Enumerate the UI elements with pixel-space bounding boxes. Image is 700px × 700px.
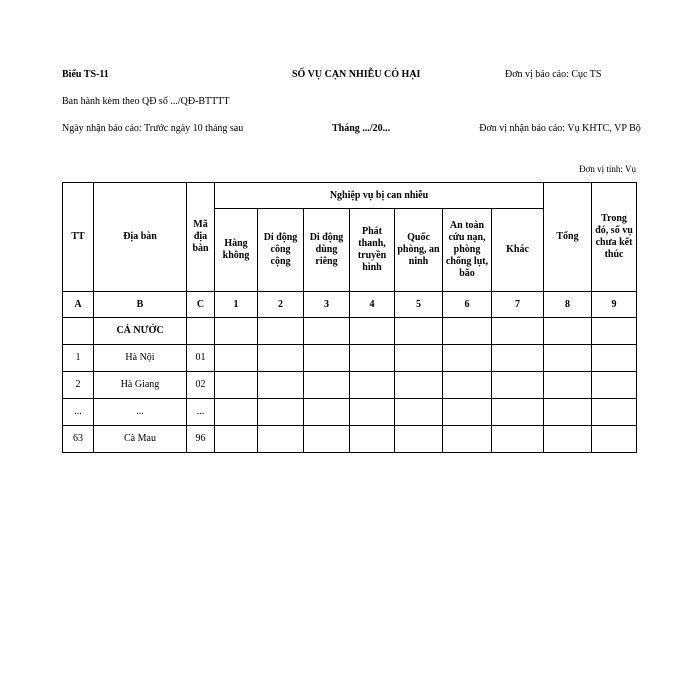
receiving-unit: Đơn vị nhận báo cáo: Vụ KHTC, VP Bộ (479, 123, 641, 134)
header-total: Tổng (544, 183, 592, 292)
header-private-mobile: Di động dùng riêng (304, 209, 350, 292)
index-row (63, 292, 637, 318)
header-public-mobile: Di động công cộng (258, 209, 304, 292)
index-cell: B (94, 292, 187, 318)
table-row (63, 372, 637, 399)
index-cell: 4 (350, 292, 395, 318)
row-code: 02 (187, 372, 215, 399)
header-area: Địa bàn (94, 183, 187, 292)
report-table (62, 182, 637, 453)
row-area: Hà Nội (94, 345, 187, 372)
index-cell: 3 (304, 292, 350, 318)
table-row (63, 345, 637, 372)
header-tt: TT (63, 183, 94, 292)
header-other: Khác (492, 209, 544, 292)
header-rescue: An toàn cứu nạn, phòng chống lụt, bão (443, 209, 492, 292)
table-row (63, 426, 637, 453)
row-tt (63, 318, 94, 345)
row-tt: 2 (63, 372, 94, 399)
reporting-unit: Đơn vị báo cáo: Cục TS (505, 69, 602, 80)
index-cell: 9 (592, 292, 637, 318)
header-service-group: Nghiệp vụ bị can nhiễu (215, 183, 544, 209)
index-cell: 5 (395, 292, 443, 318)
header-unfinished: Trong đó, số vụ chưa kết thúc (592, 183, 637, 292)
header-area-code: Mã địa bàn (187, 183, 215, 292)
table-row (63, 399, 637, 426)
row-code: 96 (187, 426, 215, 453)
row-area: Cà Mau (94, 426, 187, 453)
header-aviation: Hàng không (215, 209, 258, 292)
form-code: Biểu TS-11 (62, 69, 109, 80)
row-area: Hà Giang (94, 372, 187, 399)
row-area: CẢ NƯỚC (94, 318, 187, 345)
row-tt: 1 (63, 345, 94, 372)
index-cell: 7 (492, 292, 544, 318)
index-cell: 2 (258, 292, 304, 318)
issued-with: Ban hành kèm theo QĐ số .../QĐ-BTTTT (62, 96, 230, 107)
row-tt: 63 (63, 426, 94, 453)
unit-label: Đơn vị tính: Vụ (579, 164, 636, 174)
index-cell: 1 (215, 292, 258, 318)
index-cell: 8 (544, 292, 592, 318)
row-code: ... (187, 399, 215, 426)
page-title: SỐ VỤ CẠN NHIỄU CÓ HẠI (292, 69, 421, 80)
row-code: 01 (187, 345, 215, 372)
receive-date: Ngày nhận báo cáo: Trước ngày 10 tháng sau (62, 123, 244, 134)
header-broadcasting: Phát thanh, truyền hình (350, 209, 395, 292)
index-cell: A (63, 292, 94, 318)
table-row (63, 318, 637, 345)
report-month: Tháng .../20... (332, 123, 391, 134)
row-code (187, 318, 215, 345)
row-tt: ... (63, 399, 94, 426)
header-defense: Quốc phòng, an ninh (395, 209, 443, 292)
header-row-1 (63, 183, 637, 209)
row-area: ... (94, 399, 187, 426)
index-cell: 6 (443, 292, 492, 318)
index-cell: C (187, 292, 215, 318)
